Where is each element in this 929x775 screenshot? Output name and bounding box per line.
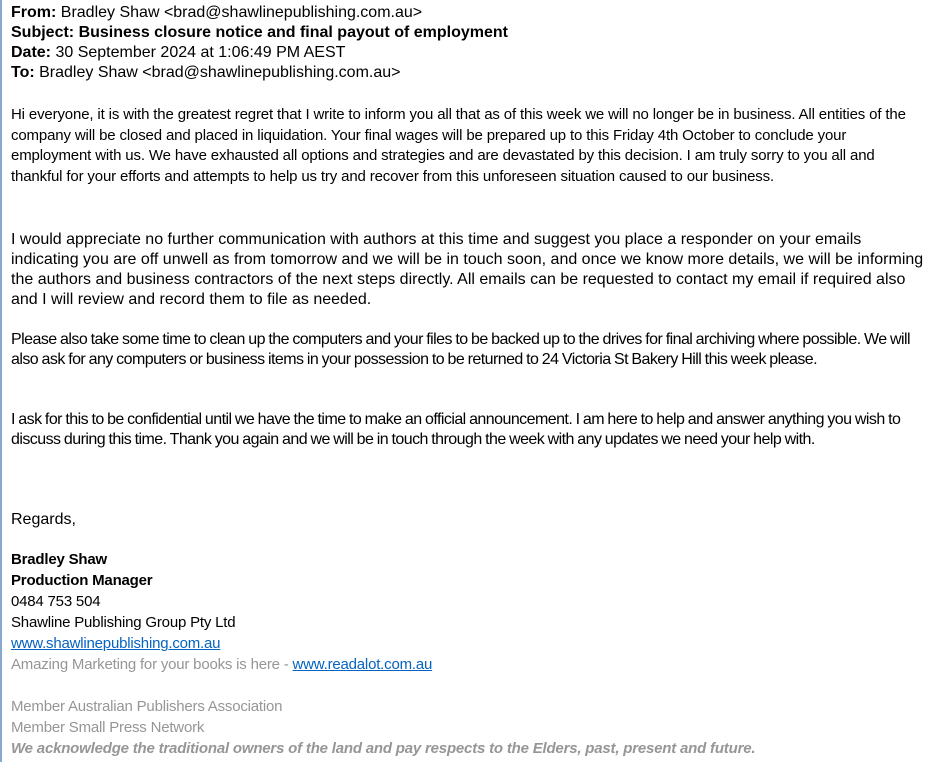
- acknowledgement-of-country: We acknowledge the traditional owners of the land and pay respects to the Elders, past, present and future.: [11, 740, 756, 757]
- from-value[interactable]: Bradley Shaw <brad@shawlinepublishing.com.au>: [56, 4, 423, 21]
- readalot-link[interactable]: www.readalot.com.au: [292, 656, 433, 673]
- subject-label: Subject:: [11, 24, 75, 41]
- company-website-link[interactable]: www.shawlinepublishing.com.au: [11, 635, 221, 652]
- email-headers: [11, 3, 508, 83]
- body-paragraph-1: Hi everyone, it is with the greatest regret that I write to inform you all that as of this week we will no longer be in business. All entities of the company will be closed and placed in liquidation. Your final wages will be prepared up to this Friday 4th October to conclude your employment with us. We have exhausted all options and strategies and are devastated by this decision. I am truly sorry to you all and thankful for your efforts and attempts to help us try and recover from this unforeseen situation caused to our business.: [11, 106, 906, 185]
- body-paragraph-4: I ask for this to be confidential until we have the time to make an official announcement. I am here to help and answer anything you wish to discuss during this time. Thank you again and we will be in touch through the week with any updates we need your help with.: [11, 411, 901, 448]
- signature-company: Shawline Publishing Group Pty Ltd: [11, 614, 236, 631]
- from-header: [11, 3, 508, 23]
- date-value: 30 September 2024 at 1:06:49 PM AEST: [51, 44, 346, 61]
- from-label: From:: [11, 4, 57, 21]
- marketing-line: [11, 654, 755, 675]
- signature-title: Production Manager: [11, 572, 153, 589]
- membership-apa: Member Australian Publishers Association: [11, 698, 283, 715]
- signature-name: Bradley Shaw: [11, 551, 107, 568]
- subject-header: [11, 23, 508, 43]
- date-header: [11, 43, 508, 63]
- subject-value: Business closure notice and final payout of employment: [74, 24, 508, 41]
- signature-phone: 0484 753 504: [11, 593, 101, 610]
- to-value[interactable]: Bradley Shaw <brad@shawlinepublishing.com.au>: [34, 64, 401, 81]
- body-paragraph-2: I would appreciate no further communication with authors at this time and suggest you place a responder on your emails indicating you are off unwell as from tomorrow and we will be in touch soon, and once we know more details, we will be informing the authors and business contractors of the next steps directly. All emails can be requested to contact my email if required also and I will review and record them to file as needed.: [11, 231, 924, 308]
- email-signature: [11, 549, 755, 759]
- date-label: Date:: [11, 44, 52, 61]
- membership-spn: Member Small Press Network: [11, 719, 205, 736]
- to-header: [11, 63, 508, 83]
- body-paragraph-3: Please also take some time to clean up the computers and your files to be backed up to the drives for final archiving where possible. We will also ask for any computers or business items in your possession to be returned to 24 Victoria St Bakery Hill this week please.: [11, 331, 911, 368]
- closing-regards: Regards,: [11, 511, 76, 528]
- to-label: To:: [11, 64, 35, 81]
- marketing-text: Amazing Marketing for your books is here -: [11, 656, 293, 673]
